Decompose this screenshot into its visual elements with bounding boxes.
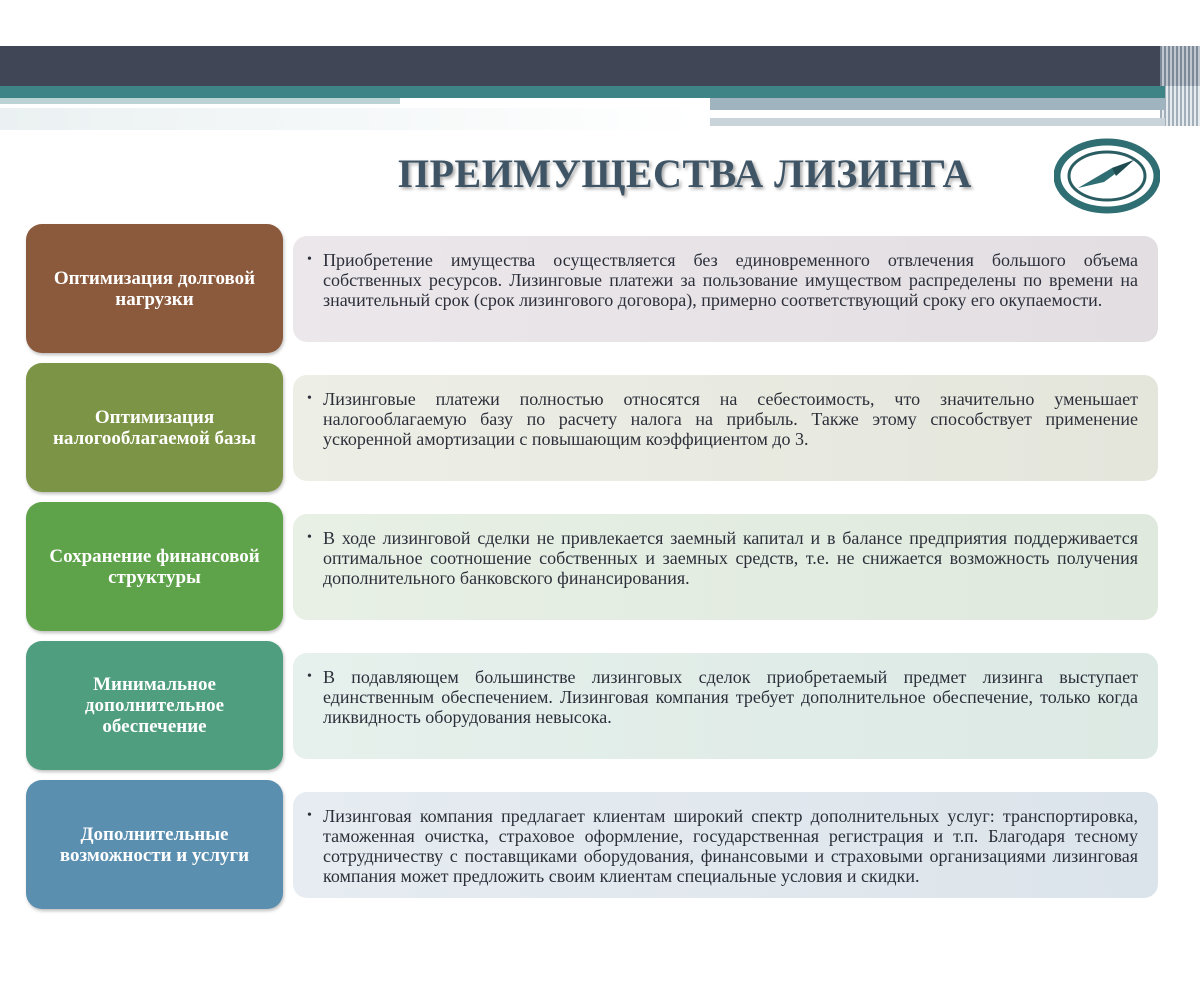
advantage-label-box (26, 502, 283, 631)
advantage-label: Оптимизация долговой нагрузки (53, 267, 256, 310)
advantage-description-box (293, 653, 1158, 759)
header-band-faint (0, 108, 700, 130)
advantage-row-4 (0, 641, 1200, 771)
advantage-row-1 (0, 224, 1200, 354)
advantage-label-box (26, 780, 283, 909)
advantage-description-box (293, 236, 1158, 342)
advantage-description-box (293, 514, 1158, 620)
advantage-label: Дополнительные возможности и услуги (59, 823, 250, 866)
advantage-label-box (26, 224, 283, 353)
advantage-label: Минимальное дополнительное обеспечение (84, 674, 225, 737)
bullet-icon: • (307, 391, 312, 406)
header-band-teal (0, 86, 1165, 98)
header-band-teal-light (0, 98, 400, 104)
advantage-label-box (26, 641, 283, 770)
page-title: ПРЕИМУЩЕСТВА ЛИЗИНГА (398, 151, 972, 196)
bullet-icon: • (307, 808, 312, 823)
header-band-gray-light (710, 118, 1165, 126)
advantage-description: В ходе лизинговой сделки не привлекается заемный капитал и в балансе предприятия поддерживается оптимальное соотношение собственных и заемных средств, т.е. не снижается возможность получения дополнительного банковского финансирования. (323, 528, 1138, 588)
advantage-description: Лизинговые платежи полностью относятся на себестоимость, что значительно уменьшает налогооблагаемую базу по расчету налога на прибыль. Также этому способствует применение ускоренной амортизации с повышающим коэффициентом до 3. (323, 389, 1138, 449)
advantage-label: Оптимизация налогооблагаемой базы (52, 406, 257, 449)
advantage-description-box (293, 375, 1158, 481)
header-band-gray (710, 98, 1165, 110)
advantage-row-5 (0, 780, 1200, 910)
header-band-edge (1160, 46, 1200, 126)
advantage-row-3 (0, 502, 1200, 632)
bullet-icon: • (307, 252, 312, 267)
advantage-row-2 (0, 363, 1200, 493)
compass-logo-icon (1054, 138, 1160, 214)
header-band-dark (0, 46, 1200, 86)
advantage-description: В подавляющем большинстве лизинговых сделок приобретаемый предмет лизинга выступает единственным обеспечением. Лизинговая компания требует дополнительное обеспечение, только когда ликвидность оборудования невысока. (323, 667, 1138, 727)
bullet-icon: • (307, 530, 312, 545)
advantage-label: Сохранение финансовой структуры (49, 545, 260, 588)
advantage-label-box (26, 363, 283, 492)
advantage-description-box (293, 792, 1158, 898)
advantage-description: Лизинговая компания предлагает клиентам широкий спектр дополнительных услуг: транспортировка, таможенная очистка, страховое оформление, государственная регистрация и т.п. Благодаря тесному сотрудничеству с поставщиками оборудования, финансовыми и страховыми организациями лизинговая компания может предложить своим клиентам специальные условия и скидки. (323, 806, 1138, 886)
advantage-description: Приобретение имущества осуществляется без единовременного отвлечения большого объема собственных ресурсов. Лизинговые платежи за пользование имуществом распределены по времени на значительный срок (срок лизингового договора), примерно соответствующий сроку его окупаемости. (323, 250, 1138, 310)
bullet-icon: • (307, 669, 312, 684)
